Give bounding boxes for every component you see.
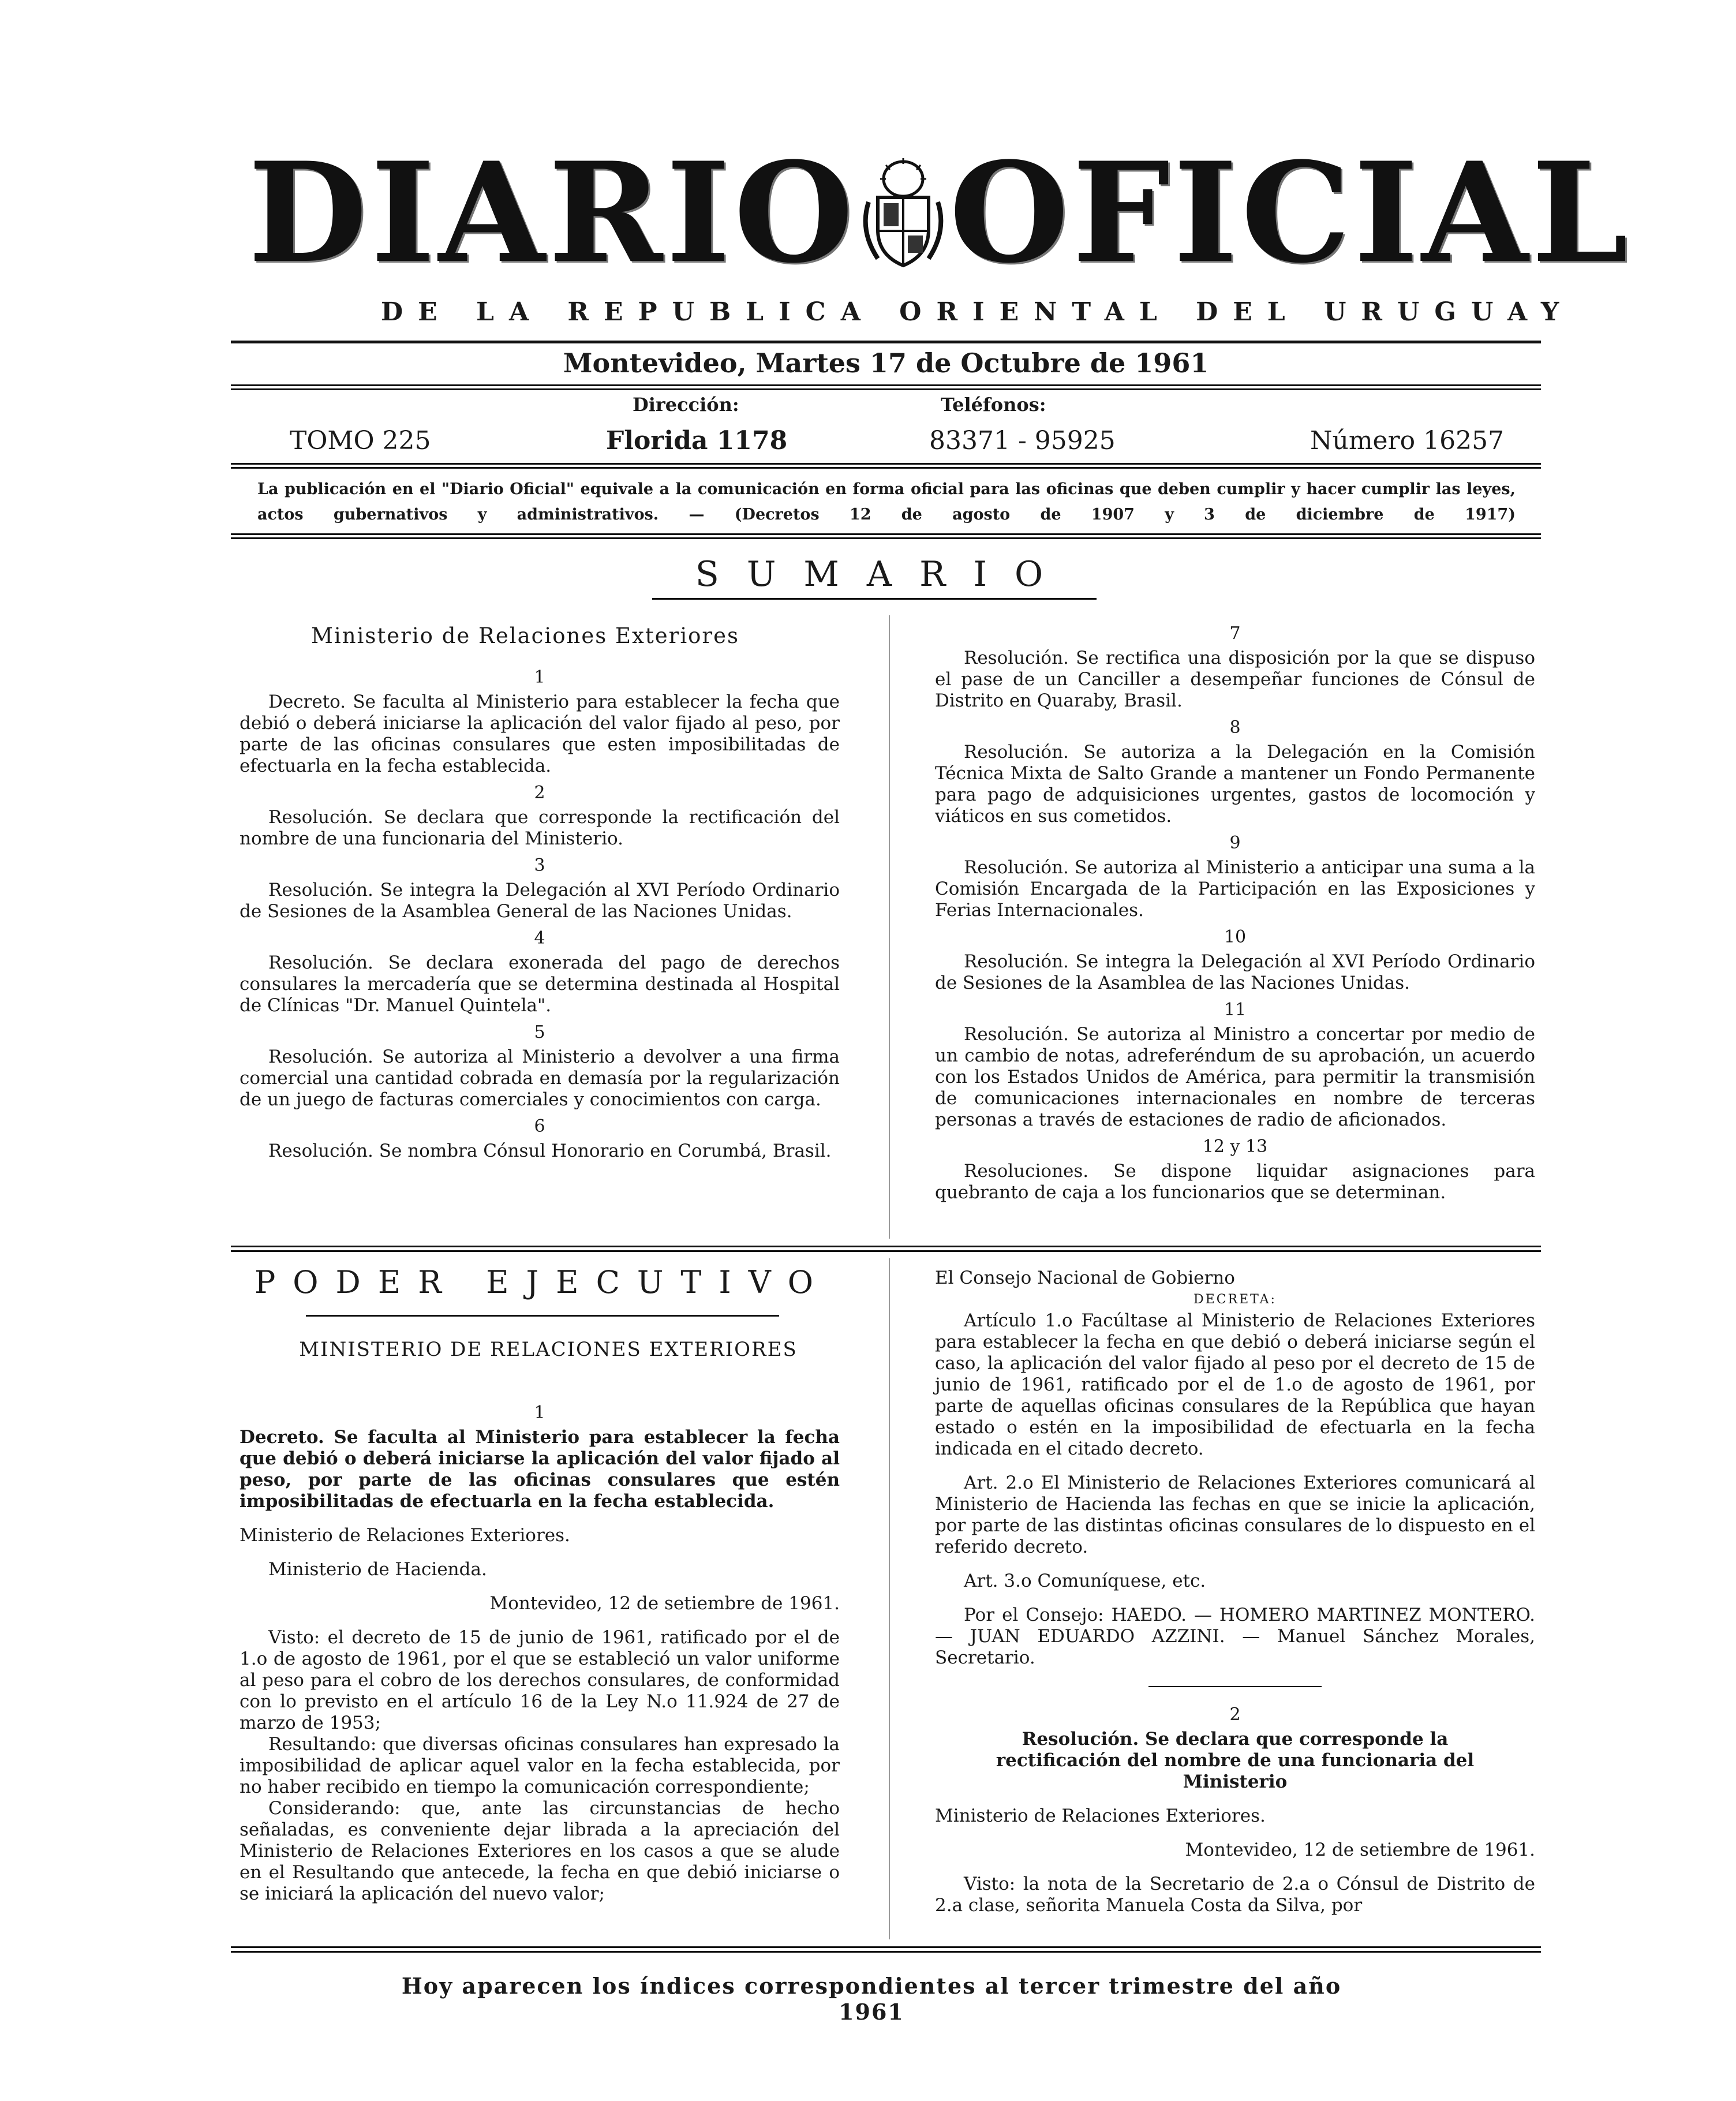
footer-notice: Hoy aparecen los índices correspondientes al tercer trimestre del año 1961: [401, 1973, 1342, 2025]
resolution-heading: Resolución. Se declara que corresponde la rectificación del nombre de una funcionaria del Ministerio: [996, 1729, 1475, 1792]
article-2: Art. 2.o El Ministerio de Relaciones Exteriores comunicará al Ministerio de Hacienda las fechas en que se inicie la aplicación, por parte de las distintas oficinas consulares de lo dispuesto en el referido decreto.: [935, 1472, 1535, 1557]
sumario-item: Resolución. Se autoriza al Ministro a concertar por medio de un cambio de notas, adreferéndum de su aprobación, un acuerdo con los Estados Unidos de América, para permitir la transmisión de comunicaciones internacionales en nombre de terceras personas a través de estaciones de radio de aficionados.: [935, 1024, 1535, 1130]
article-1: Artículo 1.o Facúltase al Ministerio de Relaciones Exteriores para establecer la fecha en que debió o deberá iniciarse según el caso, la aplicación del valor fijado al peso por el decreto de 15 de junio de 1961, ratificado por el de 1.o de agosto de 1961, por parte de aquellas oficinas consulares de la República que hayan estado o estén en la imposibilidad de efectuarla en la fecha indicada en el citado decreto.: [935, 1310, 1535, 1459]
masthead-title-left: DIARIO: [248, 133, 857, 294]
signature-block: Por el Consejo: HAEDO. — HOMERO MARTINEZ MONTERO. — JUAN EDUARDO AZZINI. — Manuel Sánchez Morales, Secretario.: [935, 1605, 1535, 1668]
divider: [652, 598, 1097, 600]
masthead-title-right: OFICIAL: [949, 133, 1632, 294]
decree-1-continued-column: [935, 1268, 1535, 1916]
sumario-item-number: 5: [534, 1022, 545, 1042]
sumario-item-number: 7: [1229, 623, 1241, 644]
divider: [231, 533, 1541, 535]
sumario-item: Resolución. Se nombra Cónsul Honorario en Corumbá, Brasil.: [268, 1141, 832, 1161]
sumario-item: Resolución. Se integra la Delegación al XVI Período Ordinario de Sesiones de la Asamblea General de las Naciones Unidas.: [240, 880, 840, 922]
sumario-item-number: 6: [534, 1116, 545, 1137]
date-line: Montevideo, 12 de setiembre de 1961.: [489, 1593, 840, 1614]
sumario-item: Resolución. Se autoriza al Ministerio a devolver a una firma comercial una cantidad cobrada en demasía por la regularización de un juego de facturas comerciales y conocimientos con carga.: [240, 1046, 840, 1110]
visto-paragraph: Visto: la nota de la Secretario de 2.a o Cónsul de Distrito de 2.a clase, señorita Manuela Costa da Silva, por: [935, 1874, 1535, 1916]
telefonos-value: 83371 - 95925: [929, 426, 1116, 455]
date-line: Montevideo, 12 de setiembre de 1961.: [1185, 1840, 1535, 1860]
divider: [231, 467, 1541, 469]
divider: [231, 1951, 1541, 1953]
legal-notice: La publicación en el "Diario Oficial" equivale a la comunicación en forma oficial para las oficinas que deben cumplir y hacer cumplir las leyes, actos gubernativos y administrativos. — (Decretos 12 de agosto de 1907 y 3 de diciembre de 1917): [257, 480, 1516, 524]
visto-paragraph: Visto: el decreto de 15 de junio de 1961, ratificado por el de 1.o de agosto de 1961, por el que se estableció un valor uniforme al peso para el cobro de los derechos consulares, de conformidad con lo previsto en el artículo 16 de la Ley N.o 11.924 de 27 de marzo de 1953;: [240, 1627, 840, 1733]
direccion-label: Dirección:: [633, 394, 739, 416]
divider: [231, 341, 1541, 343]
sumario-item: Resolución. Se declara que corresponde la rectificación del nombre de una funcionaria del Ministerio.: [240, 807, 840, 849]
sumario-item-number: 10: [1224, 927, 1247, 947]
issue-number: Número 16257: [1310, 426, 1505, 455]
coat-of-arms-icon: [857, 156, 949, 271]
sumario-item-number: 3: [534, 855, 545, 876]
divider: [231, 1946, 1541, 1948]
sumario-item: Resolución. Se integra la Delegación al XVI Período Ordinario de Sesiones de la Asamblea de las Naciones Unidas.: [935, 951, 1535, 993]
divider: [231, 388, 1541, 390]
column-rule: [889, 615, 890, 1239]
dateline: Montevideo, Martes 17 de Octubre de 1961: [563, 347, 1209, 379]
sumario-right-column: [935, 618, 1535, 1203]
sumario-item: Resolución. Se rectifica una disposición por la que se dispuso el pase de un Canciller a desempeñar funciones de Cónsul de Distrito en Quaraby, Brasil.: [935, 648, 1535, 711]
sumario-item: Resolución. Se autoriza al Ministerio a anticipar una suma a la Comisión Encargada de la Participación en las Exposiciones y Ferias Internacionales.: [935, 857, 1535, 921]
poder-ministry: MINISTERIO DE RELACIONES EXTERIORES: [299, 1338, 798, 1361]
divider: [231, 1250, 1541, 1252]
sumario-item-number: 8: [1229, 717, 1241, 738]
sumario-item: Resolución. Se autoriza a la Delegación en la Comisión Técnica Mixta de Salto Grande a mantener un Fondo Permanente para pago de adquisiciones urgentes, gastos de locomoción y viáticos en sus cometidos.: [935, 742, 1535, 827]
sumario-item-number: 12 y 13: [1202, 1137, 1268, 1157]
divider: [306, 1315, 779, 1317]
poder-ejecutivo-title: PODER EJECUTIVO: [254, 1264, 831, 1300]
masthead-subtitle: DE LA REPUBLICA ORIENTAL DEL URUGUAY: [381, 297, 1574, 327]
telefonos-label: Teléfonos:: [941, 394, 1046, 416]
divider: [231, 1246, 1541, 1247]
divider: [231, 537, 1541, 539]
column-rule: [889, 1258, 890, 1939]
ministry-line: Ministerio de Relaciones Exteriores.: [240, 1525, 570, 1546]
sumario-item-number: 4: [534, 928, 545, 948]
sumario-item-number: 2: [534, 783, 545, 803]
considerando-paragraph: Considerando: que, ante las circunstancias de hecho señaladas, es conveniente dejar librada a la apreciación del Ministerio de Relaciones Exteriores en los casos a que se alude en el Resultando que antecede, la fecha en que debió iniciarse o se iniciará la aplicación del nuevo valor;: [240, 1798, 840, 1904]
decree-number: 1: [534, 1403, 545, 1423]
sumario-item-number: 1: [534, 667, 545, 687]
sumario-item-number: 11: [1224, 1000, 1247, 1020]
decree-heading: Decreto. Se faculta al Ministerio para establecer la fecha que debió o deberá iniciarse la aplicación del valor fijado al peso, por parte de las oficinas consulares que estén imposibilitadas de efectuarla en la fecha establecida.: [240, 1427, 840, 1512]
sumario-left-column: [240, 661, 840, 1162]
resolution-number: 2: [1229, 1704, 1241, 1725]
tomo: TOMO 225: [290, 426, 431, 455]
sumario-item: Resolución. Se declara exonerada del pago de derechos consulares la mercadería que se determina destinada al Hospital de Clínicas "Dr. Manuel Quintela".: [240, 952, 840, 1016]
sumario-item: Resoluciones. Se dispone liquidar asignaciones para quebranto de caja a los funcionarios que se determinan.: [935, 1161, 1535, 1203]
article-3: Art. 3.o Comuníquese, etc.: [964, 1571, 1206, 1591]
short-rule: [1148, 1686, 1322, 1687]
resultando-paragraph: Resultando: que diversas oficinas consulares han expresado la imposibilidad de aplicar aquel valor en la fecha establecida, por no haber recibido en tiempo la comunicación correspondiente;: [240, 1734, 840, 1797]
sumario-item-number: 9: [1229, 833, 1241, 853]
hacienda-line: Ministerio de Hacienda.: [268, 1559, 487, 1580]
decreta-line: DECRETA:: [1194, 1292, 1277, 1307]
sumario-ministry: Ministerio de Relaciones Exteriores: [311, 623, 739, 648]
council-line: El Consejo Nacional de Gobierno: [935, 1268, 1235, 1288]
divider: [231, 463, 1541, 465]
decree-1-column: [240, 1397, 840, 1905]
sumario-item: Decreto. Se faculta al Ministerio para establecer la fecha que debió o deberá iniciarse la aplicación del valor fijado al peso, por parte de las oficinas consulares que esten imposibilitadas de efectuarla en la fecha establecida.: [240, 691, 840, 776]
masthead: [248, 133, 1632, 294]
direccion-value: Florida 1178: [606, 426, 788, 455]
sumario-title: SUMARIO: [695, 554, 1071, 595]
divider: [231, 384, 1541, 386]
ministry-line: Ministerio de Relaciones Exteriores.: [935, 1805, 1266, 1826]
